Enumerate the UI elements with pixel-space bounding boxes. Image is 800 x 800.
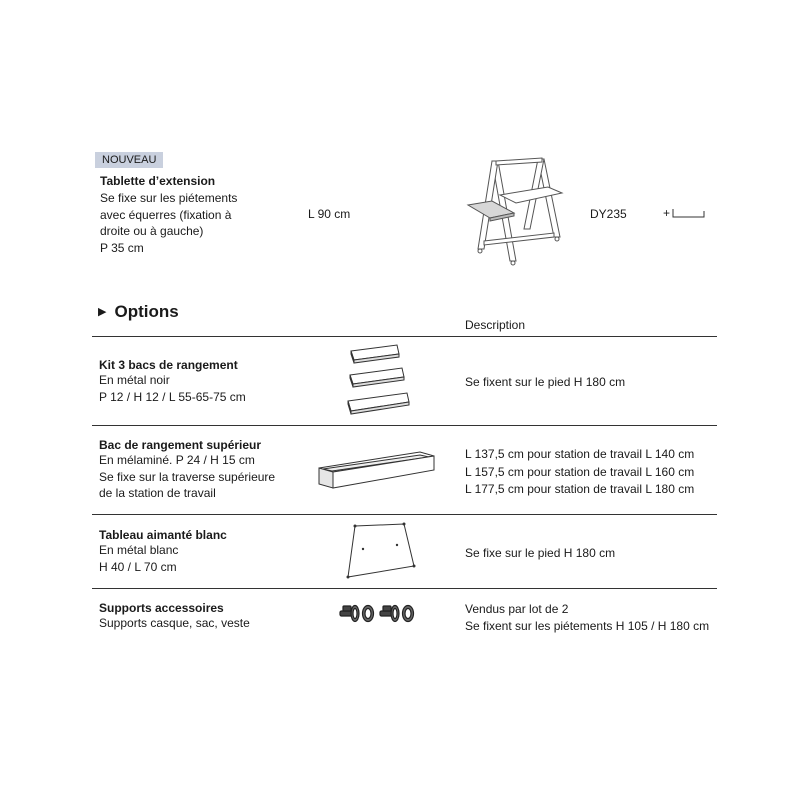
bracket-icon: [672, 208, 706, 220]
divider: [92, 588, 717, 589]
option-description: [465, 545, 615, 562]
option-title: Kit 3 bacs de rangement: [99, 358, 238, 372]
option-description-line: Se fixent sur le pied H 180 cm: [465, 375, 626, 389]
divider: [92, 514, 717, 515]
option-description-line: L 137,5 cm pour station de travail L 140 cm: [465, 447, 695, 461]
magnetic-board-illustration: [344, 522, 416, 580]
option-description-line: Se fixent sur les piétements H 105 / H 180 cm: [465, 618, 710, 633]
extension-reference: DY235: [590, 207, 627, 221]
divider: [92, 425, 717, 426]
extension-title: Tablette d’extension: [100, 174, 216, 188]
option-line: Supports casque, sac, veste: [99, 616, 250, 630]
extension-size: L 90 cm: [308, 207, 351, 221]
option-line: En mélaminé. P 24 / H 15 cm: [99, 453, 255, 467]
option-line: H 40 / L 70 cm: [99, 559, 177, 574]
option-description-line: L 177,5 cm pour station de travail L 180 cm: [465, 482, 695, 496]
extension-description: [100, 190, 237, 256]
option-title: Bac de rangement supérieur: [99, 438, 262, 452]
options-heading: [98, 302, 179, 322]
option-line: En métal blanc: [99, 543, 179, 557]
option-title: Supports accessoires: [99, 601, 224, 615]
options-heading-label: Options: [114, 302, 179, 321]
option-description: [465, 446, 694, 499]
extension-line: P 35 cm: [100, 240, 144, 255]
option-description: [465, 374, 625, 391]
option-description-line: Se fixe sur le pied H 180 cm: [465, 546, 616, 560]
option-row-top-tray: [99, 438, 275, 502]
option-row-magnetic-board: [99, 528, 227, 575]
option-title: Tableau aimanté blanc: [99, 528, 227, 542]
top-tray-illustration: [316, 448, 438, 494]
option-description-line: Vendus par lot de 2: [465, 602, 569, 616]
option-line: En métal noir: [99, 373, 170, 387]
divider: [92, 336, 717, 337]
storage-trays-illustration: [345, 343, 415, 419]
option-row-storage-kit: [99, 358, 246, 405]
extension-line: avec équerres (fixation à: [100, 207, 232, 222]
option-description: [465, 601, 709, 634]
new-badge: NOUVEAU: [95, 152, 163, 168]
plus-sign: +: [663, 206, 671, 220]
triangle-right-icon: ▶: [98, 306, 107, 318]
accessory-holders-illustration: [338, 602, 418, 628]
extension-line: droite ou à gauche): [100, 224, 204, 238]
option-row-accessory-holders: [99, 601, 250, 632]
option-line: P 12 / H 12 / L 55-65-75 cm: [99, 389, 246, 404]
option-line: de la station de travail: [99, 486, 216, 500]
extension-line: Se fixe sur les piétements: [100, 191, 238, 205]
option-description-line: L 157,5 cm pour station de travail L 160 cm: [465, 464, 695, 479]
option-line: Se fixe sur la traverse supérieure: [99, 469, 276, 484]
desk-extension-illustration: [462, 155, 572, 270]
description-column-header: Description: [465, 318, 526, 332]
